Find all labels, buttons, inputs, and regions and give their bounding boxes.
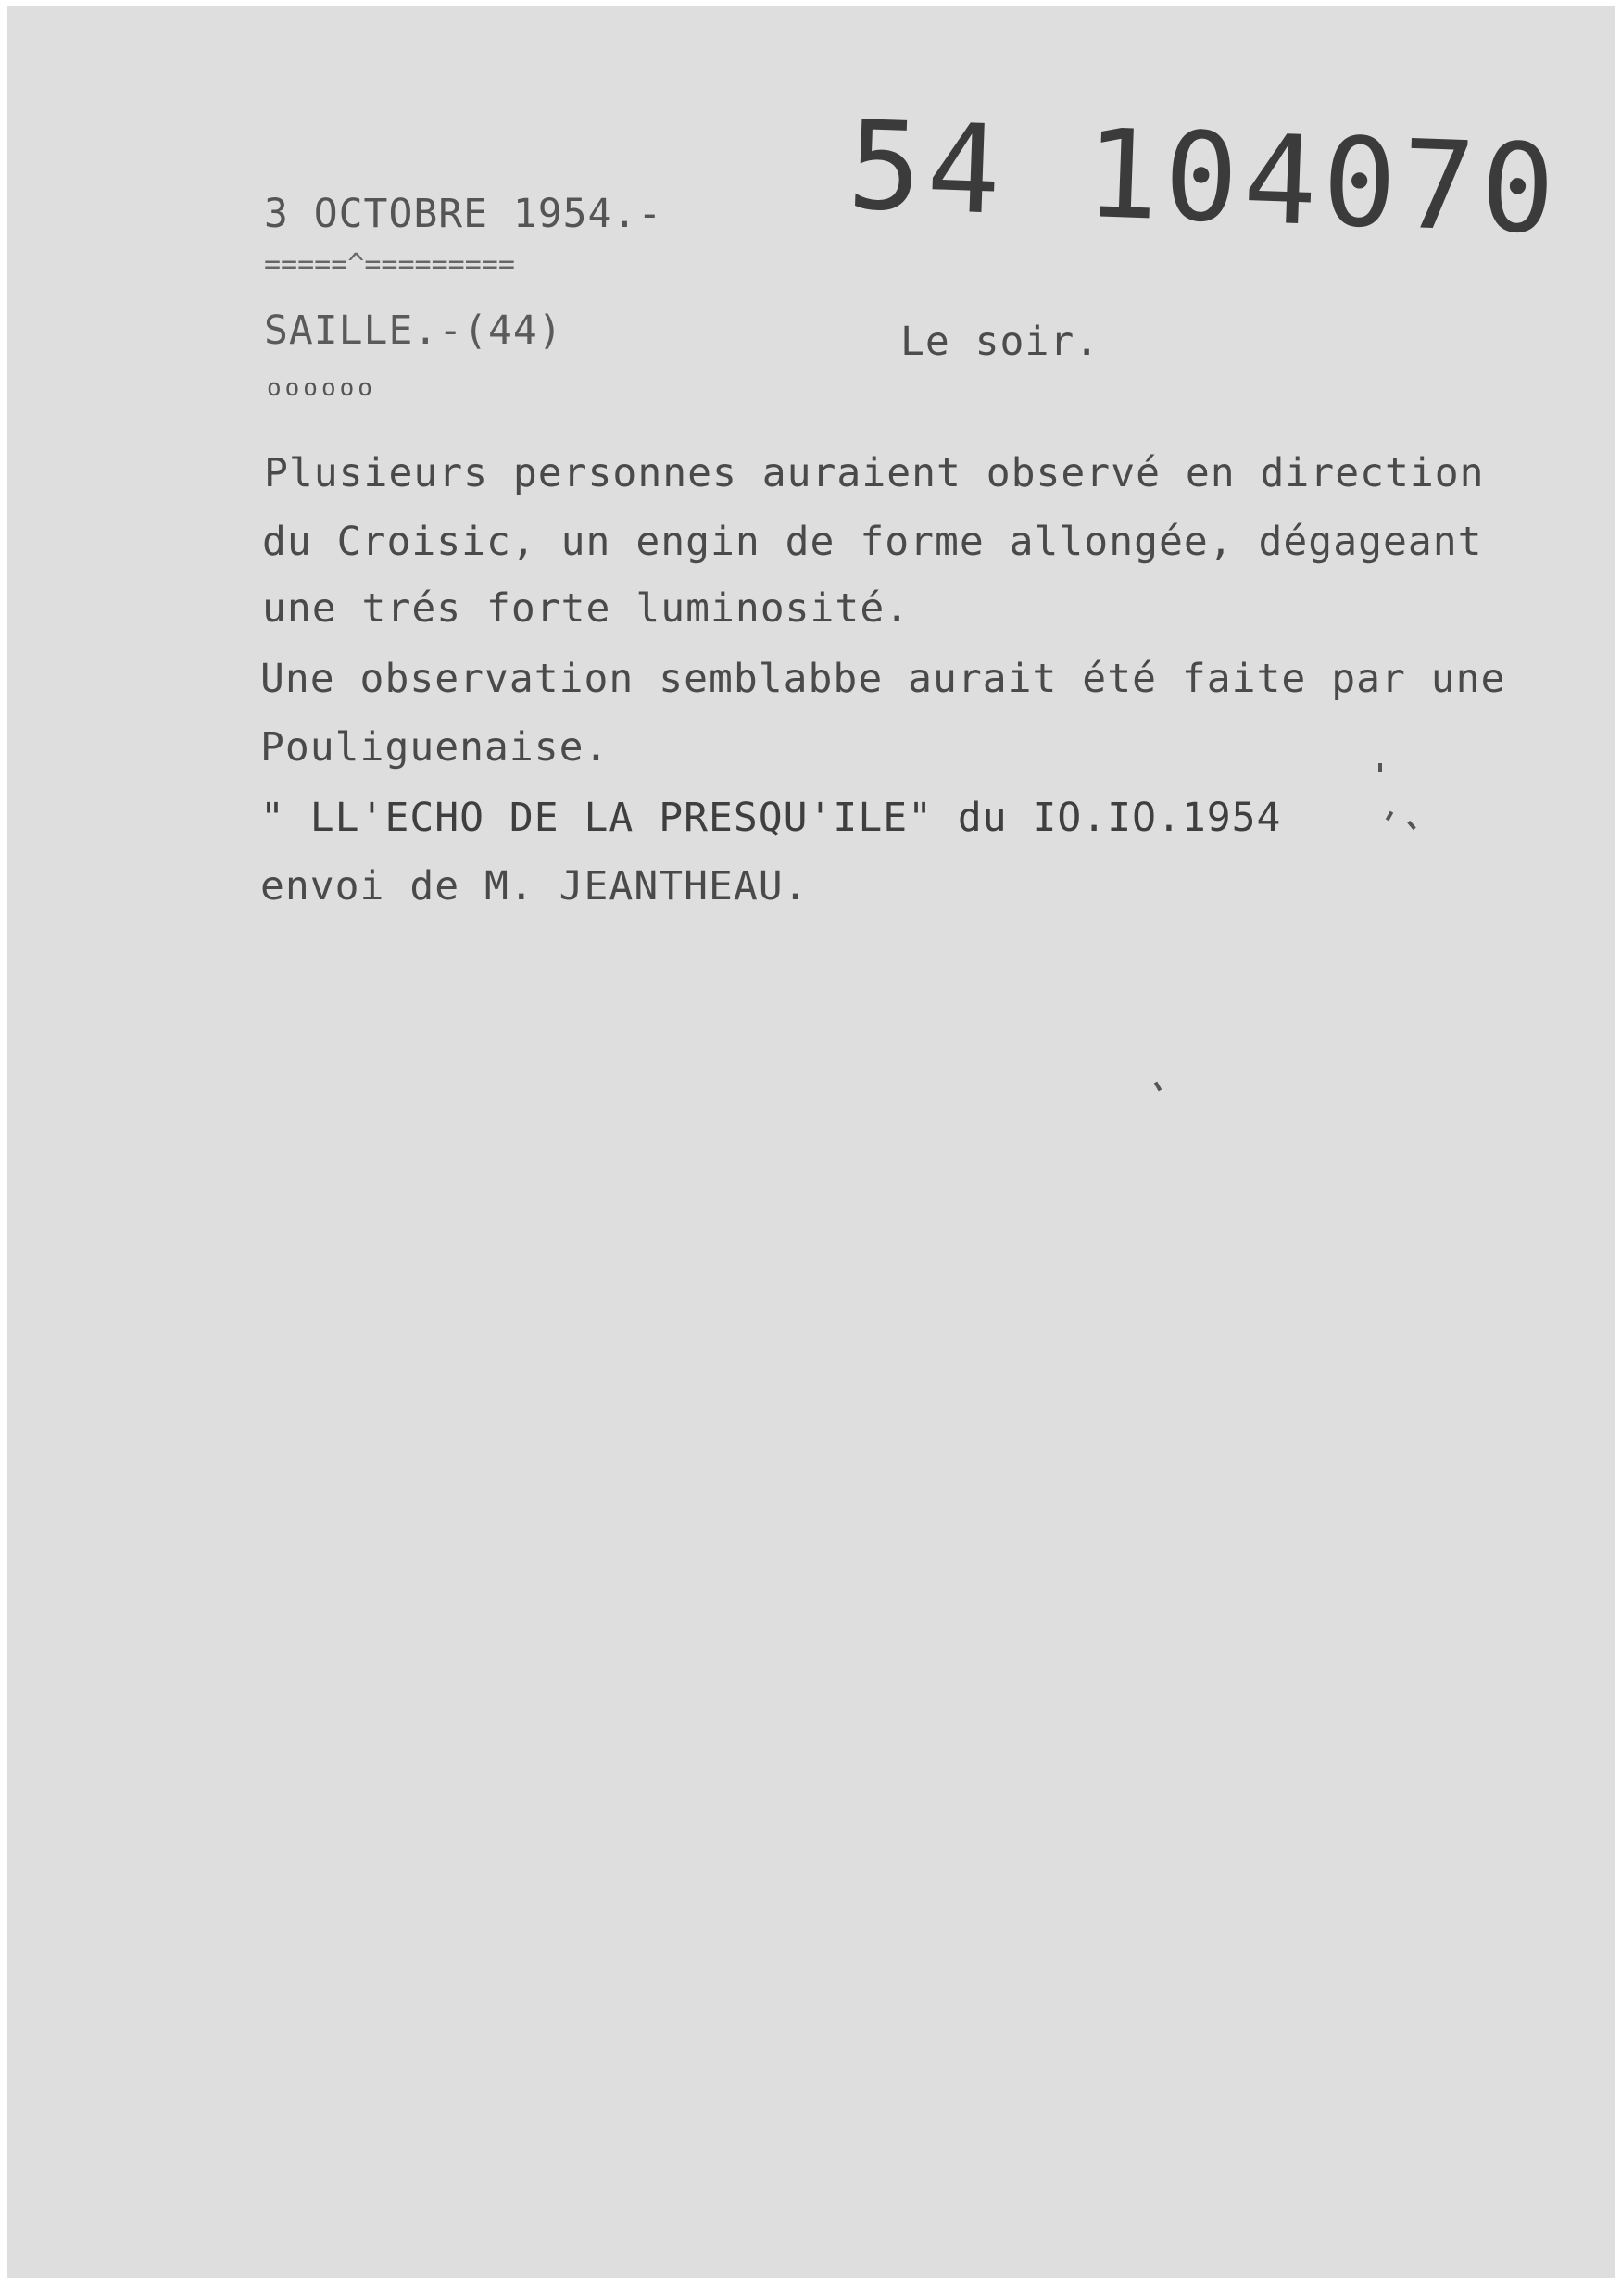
sender-line: envoi de M. JEANTHEAU. [260, 863, 809, 910]
separator: oooooo [267, 374, 376, 402]
ink-speck [1386, 811, 1393, 822]
ink-speck [1407, 821, 1415, 830]
ink-speck [1378, 763, 1382, 772]
document-page [7, 6, 1615, 2278]
reference-number-stamp: 54 104070 [845, 94, 1563, 262]
time-of-day: Le soir. [900, 319, 1100, 365]
body-line: Pouliguenaise. [260, 724, 609, 771]
body-line: Une observation semblabbe aurait été faite par une [260, 656, 1506, 702]
body-line: du Croisic, un engin de forme allongée, dégageant [262, 519, 1483, 565]
location: SAILLE.-(44) [264, 307, 563, 354]
body-line: Plusieurs personnes auraient observé en direction [264, 450, 1485, 496]
source-citation: " LL'ECHO DE LA PRESQU'ILE" du IO.IO.1954 [260, 795, 1282, 841]
date-underline: =====^========= [264, 248, 515, 281]
ink-speck [1154, 1082, 1162, 1092]
body-line: une trés forte luminosité. [262, 585, 911, 632]
report-date: 3 OCTOBRE 1954.- [264, 191, 663, 237]
